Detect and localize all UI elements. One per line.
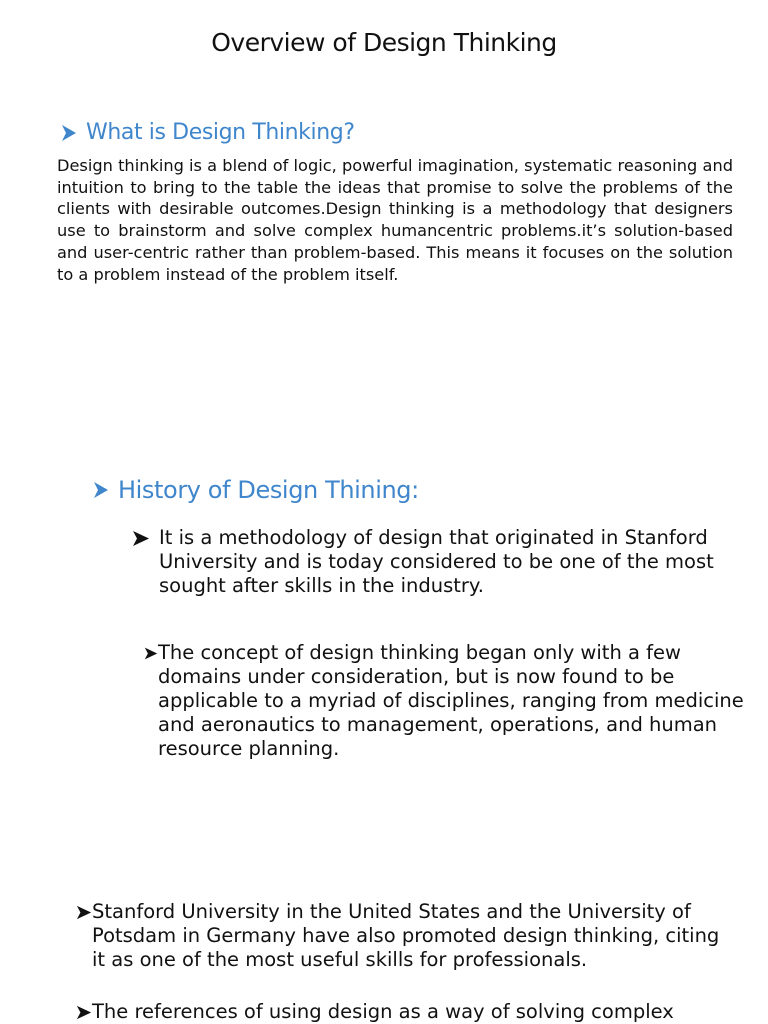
section-heading-label: History of Design Thining:: [118, 476, 419, 504]
arrow-right-icon: [76, 1000, 92, 1024]
section-heading-what-is: [60, 120, 355, 145]
paragraph-definition: Design thinking is a blend of logic, powerful imagination, systematic reasoning and intuition to bring to the table the ideas that promise to solve the problems of the clients with desirable outcomes.Design thinking is a methodology that designers use to brainstorm and solve complex humancentric problems.it’s solution-based and user-centric rather than problem-based. This means it focuses on the solution to a problem instead of the problem itself.: [57, 156, 733, 284]
arrow-right-icon: [60, 124, 78, 142]
list-item: [76, 900, 736, 972]
page-title: Overview of Design Thinking: [211, 28, 557, 57]
list-item-text: The references of using design as a way of solving complex: [92, 1000, 674, 1023]
list-item-text: It is a methodology of design that originated in Stanford University and is today considered to be one of the most sought after skills in the industry.: [159, 526, 714, 597]
arrow-right-icon: [76, 900, 92, 972]
list-item: [144, 641, 754, 761]
list-item-text: The concept of design thinking began only with a few domains under consideration, but is now found to be applicable to a myriad of disciplines, ranging from medicine and aeronautics to management, operations, and human resource planning.: [158, 641, 744, 760]
list-item: [132, 526, 732, 598]
section-heading-label: What is Design Thinking?: [86, 120, 355, 145]
arrow-right-icon: [132, 526, 159, 598]
list-item: [76, 1000, 756, 1024]
arrow-right-icon: [92, 481, 110, 499]
arrow-right-icon: [144, 641, 158, 761]
section-heading-history: [92, 476, 419, 504]
list-item-text: Stanford University in the United States and the University of Potsdam in Germany have also promoted design thinking, citing it as one of the most useful skills for professionals.: [92, 900, 720, 971]
